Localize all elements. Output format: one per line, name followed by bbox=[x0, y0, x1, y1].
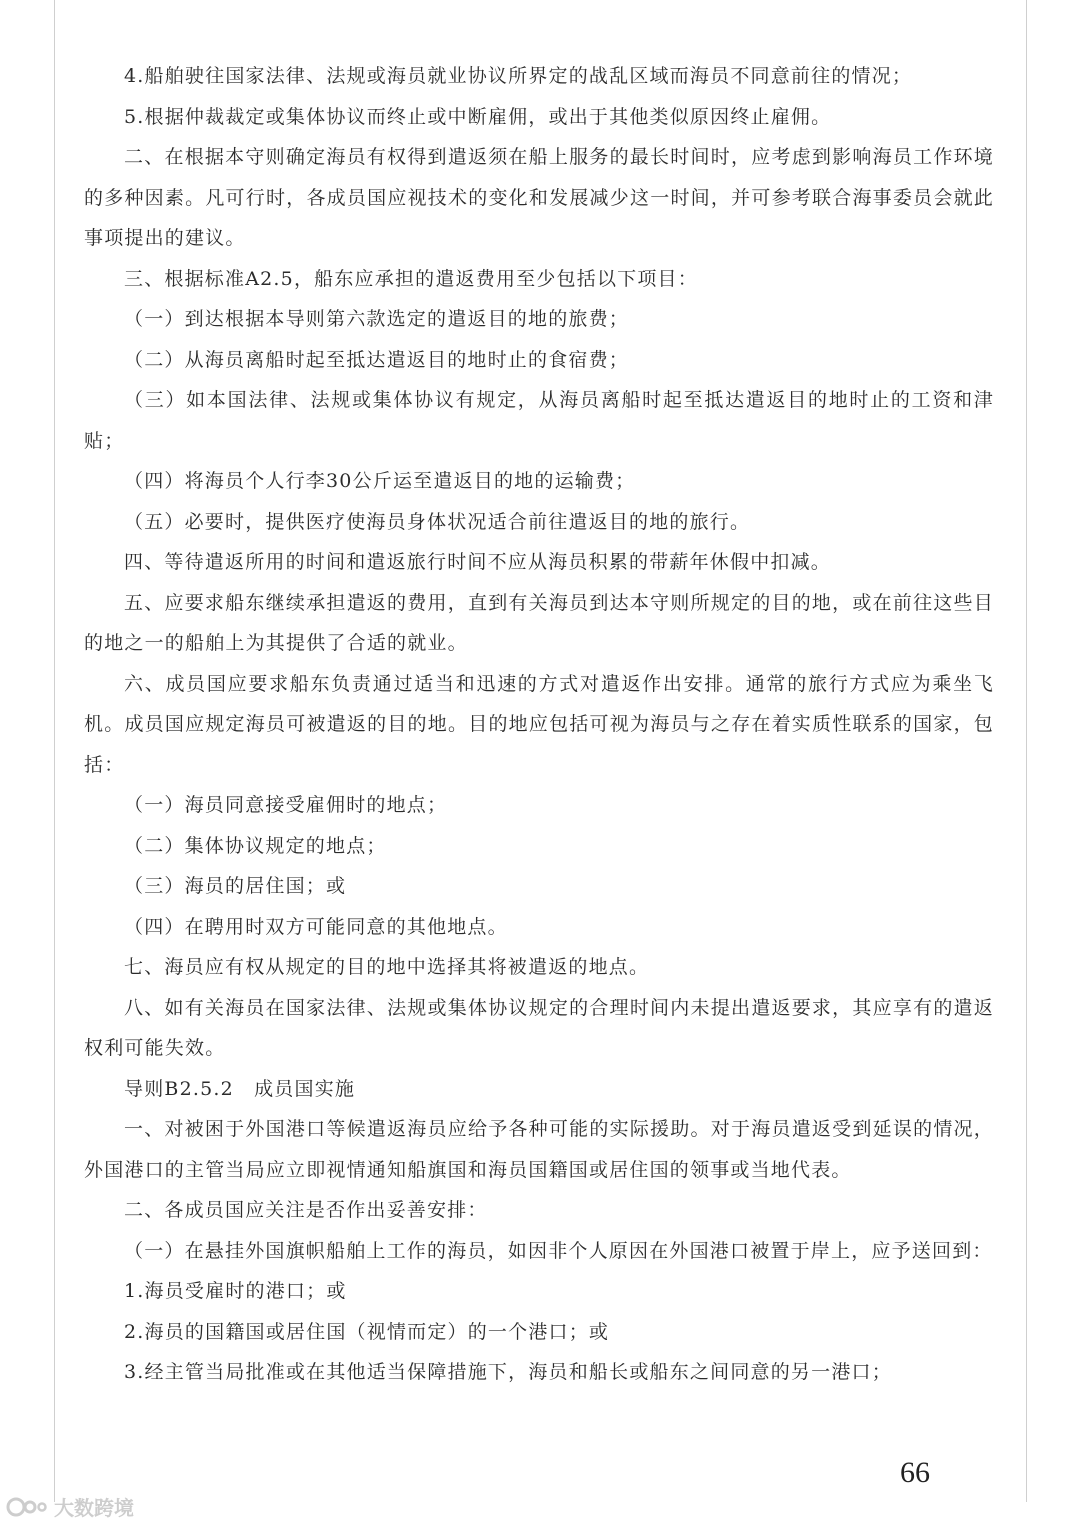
paragraph: 三、根据标准A2.5，船东应承担的遣返费用至少包括以下项目： bbox=[124, 267, 698, 290]
paragraph: 2.海员的国籍国或居住国（视情而定）的一个港口；或 bbox=[124, 1320, 610, 1343]
watermark bbox=[6, 1492, 134, 1521]
watermark-text: 大数跨境 bbox=[54, 1496, 134, 1520]
paragraph: 四、等待遣返所用的时间和遣返旅行时间不应从海员积累的带薪年休假中扣减。 bbox=[124, 551, 832, 573]
paragraph: 六、成员国应要求船东负责通过适当和迅速的方式对遣返作出安排。通常的旅行方式应为乘坐飞机。成员国应规定海员可被遣返的目的地。目的地应包括可视为海员与之存在着实质性联系的国家，包括： bbox=[84, 672, 994, 776]
paragraph: （一）海员同意接受雇佣时的地点； bbox=[124, 794, 448, 816]
paragraph: 七、海员应有权从规定的目的地中选择其将被遣返的地点。 bbox=[124, 956, 650, 978]
paragraph: （一）在悬挂外国旗帜船舶上工作的海员，如因非个人原因在外国港口被置于岸上，应予送回到： bbox=[124, 1239, 993, 1262]
paragraph: 一、对被困于外国港口等候遣返海员应给予各种可能的实际援助。对于海员遣返受到延误的情况，外国港口的主管当局应立即视情通知船旗国和海员国籍国或居住国的领事或当地代表。 bbox=[84, 1118, 994, 1181]
paragraph: （四）在聘用时双方可能同意的其他地点。 bbox=[124, 915, 508, 938]
document-body bbox=[84, 56, 994, 1393]
paragraph: 五、应要求船东继续承担遣返的费用，直到有关海员到达本守则所规定的目的地，或在前往这些目的地之一的船舶上为其提供了合适的就业。 bbox=[84, 591, 994, 654]
paragraph: 八、如有关海员在国家法律、法规或集体协议规定的合理时间内未提出遣返要求，其应享有的遣返权利可能失效。 bbox=[84, 996, 994, 1059]
paragraph: （二）集体协议规定的地点； bbox=[124, 834, 387, 857]
left-margin-rule bbox=[54, 0, 55, 1502]
paragraph: （五）必要时，提供医疗使海员身体状况适合前往遣返目的地的旅行。 bbox=[124, 510, 751, 533]
right-margin-rule bbox=[1026, 0, 1027, 1502]
paragraph: （三）如本国法律、法规或集体协议有规定，从海员离船时起至抵达遣返目的地时止的工资和津贴； bbox=[84, 389, 994, 452]
paragraph: （三）海员的居住国；或 bbox=[124, 875, 347, 897]
brand-logo-icon bbox=[6, 1493, 50, 1521]
paragraph: （一）到达根据本导则第六款选定的遣返目的地的旅费； bbox=[124, 308, 630, 330]
paragraph: 3.经主管当局批准或在其他适当保障措施下，海员和船长或船东之间同意的另一港口； bbox=[124, 1361, 892, 1383]
paragraph: （四）将海员个人行李30公斤运至遣返目的地的运输费； bbox=[124, 470, 636, 492]
paragraph: 导则B2.5.2 成员国实施 bbox=[124, 1077, 356, 1100]
page-number: 66 bbox=[900, 1456, 930, 1489]
paragraph: 二、各成员国应关注是否作出妥善安排： bbox=[124, 1199, 488, 1221]
paragraph: （二）从海员离船时起至抵达遣返目的地时止的食宿费； bbox=[124, 348, 630, 371]
paragraph: 1.海员受雇时的港口；或 bbox=[124, 1280, 347, 1302]
paragraph: 5.根据仲裁裁定或集体协议而终止或中断雇佣，或出于其他类似原因终止雇佣。 bbox=[124, 105, 832, 128]
paragraph: 二、在根据本守则确定海员有权得到遣返须在船上服务的最长时间时，应考虑到影响海员工作环境的多种因素。凡可行时，各成员国应视技术的变化和发展减少这一时间，并可参考联合海事委员会就此事项提出的建议。 bbox=[84, 146, 994, 249]
paragraph: 4.船舶驶往国家法律、法规或海员就业协议所界定的战乱区域而海员不同意前往的情况； bbox=[124, 65, 913, 87]
